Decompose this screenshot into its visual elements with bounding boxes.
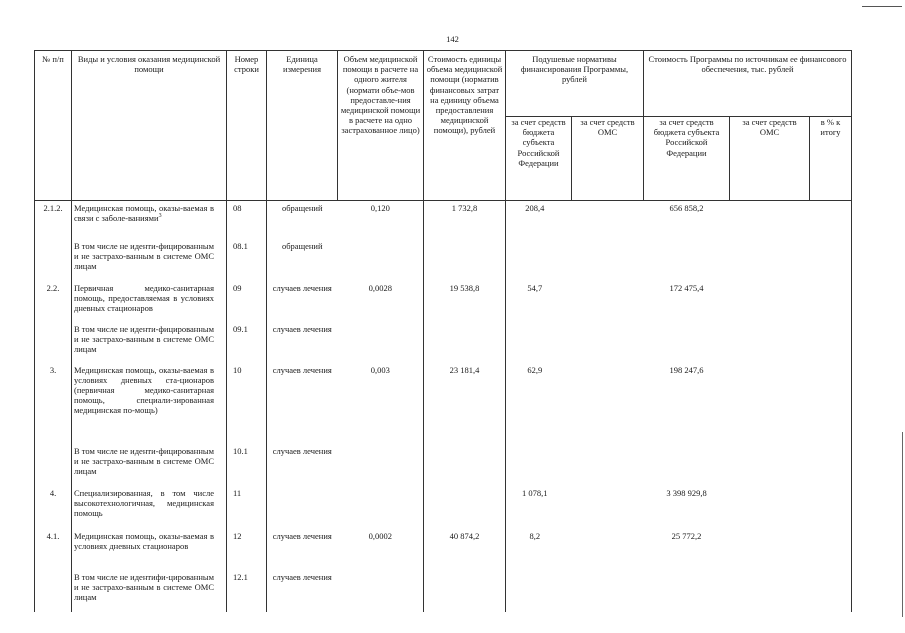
row-unit: обращений — [267, 201, 338, 241]
row-line: 09 — [227, 283, 267, 324]
row-cost: 23 181,4 — [424, 365, 506, 446]
program-cost-table — [34, 50, 852, 612]
row-pc-budget — [506, 324, 572, 365]
row-src-budget — [644, 241, 730, 283]
row-volume: 0,0002 — [368, 530, 392, 541]
subheader-pc-oms: за счет средств ОМС — [572, 117, 644, 201]
table-row — [35, 365, 852, 446]
subheader-src-pct: в % к итогу — [810, 117, 852, 201]
row-volume — [338, 324, 424, 365]
page-edge-line — [902, 432, 903, 617]
row-unit: случаев лечения — [267, 446, 338, 488]
row-src-oms — [730, 241, 810, 283]
header-unit: Единица измерения — [267, 51, 338, 201]
row-num — [35, 241, 72, 283]
row-pc-budget: 208,4 — [506, 201, 572, 241]
row-pc-oms — [572, 324, 644, 365]
row-pc-oms — [572, 201, 644, 241]
row-pc-oms — [572, 572, 644, 612]
row-kind: Медицинская помощь, оказы-ваемая в условиях дневных стационаров — [72, 531, 227, 572]
table-row — [35, 201, 852, 241]
row-num — [35, 446, 72, 488]
row-pc-budget: 62,9 — [506, 365, 572, 446]
row-num — [35, 324, 72, 365]
row-src-pct — [810, 572, 852, 612]
row-pc-oms — [572, 283, 644, 324]
row-pc-budget — [506, 572, 572, 612]
header-sources: Стоимость Программы по источникам ее финансового обеспечения, тыс. рублей — [644, 51, 852, 117]
row-volume — [338, 572, 424, 612]
row-pc-oms — [572, 365, 644, 446]
row-kind: В том числе не идентифи-цированным и не застрахо-ванным в системе ОМС лицам — [72, 572, 227, 612]
row-src-budget: 656 858,2 — [669, 203, 704, 213]
row-kind: В том числе не иденти-фицированным и не застрахо-ванным в системе ОМС лицам — [72, 324, 227, 365]
row-cost — [424, 241, 506, 283]
header-num: № п/п — [35, 51, 72, 201]
row-num: 2.1.2. — [35, 201, 72, 241]
footnote-mark: 3 — [158, 213, 162, 220]
row-src-pct — [810, 365, 852, 446]
row-pc-budget — [506, 241, 572, 283]
row-src-pct — [810, 241, 852, 283]
row-cost: 19 538,8 — [424, 283, 506, 324]
row-kind: Медицинская помощь, оказы-ваемая в связи с заболе-ваниями$^3$ — [72, 201, 227, 241]
row-num: 3. — [35, 365, 72, 446]
row-kind: Первичная медико-санитарная помощь, предоставляемая в условиях дневных стационаров — [72, 283, 227, 324]
table-row — [35, 531, 852, 572]
row-volume: 0,120 — [370, 203, 390, 213]
row-src-oms — [730, 446, 810, 488]
row-line: 08 — [227, 201, 267, 241]
header-volume: Объем медицинской помощи в расчете на одного жителя (нормати объе-мов предоставле-ния медицинской помощи в расчете на одно застрахованное лицо) — [338, 51, 424, 201]
row-src-oms — [730, 324, 810, 365]
row-volume: 0,0028 — [368, 282, 392, 293]
row-unit: случаев лечения — [267, 324, 338, 365]
row-line: 12.1 — [227, 572, 267, 612]
page-number: 142 — [446, 34, 459, 44]
row-line: 09.1 — [227, 324, 267, 365]
row-src-oms — [730, 365, 810, 446]
row-line: 10.1 — [227, 446, 267, 488]
table-row — [35, 572, 852, 612]
row-unit: случаев лечения — [267, 283, 338, 324]
subheader-src-budget: за счет средств бюджета субъекта Российской Федерации — [644, 117, 730, 201]
header-cost: Стоимость единицы объема медицинской помощи (норматив финансовых затрат на единицу объема предоставления медицинской помощи), рублей — [424, 51, 506, 201]
table-row — [35, 241, 852, 283]
row-pc-budget: 54,7 — [506, 283, 572, 324]
row-kind: Специализированная, в том числе высокотехнологичная, медицинская помощь — [72, 488, 227, 531]
table-row — [35, 488, 852, 531]
row-cost: 1 732,8 — [424, 201, 506, 241]
row-line: 11 — [227, 488, 267, 531]
row-src-budget — [644, 572, 730, 612]
row-src-oms — [730, 531, 810, 572]
row-pc-oms — [572, 488, 644, 531]
row-unit — [267, 488, 338, 531]
row-src-pct — [810, 201, 852, 241]
row-pc-oms — [572, 446, 644, 488]
row-kind: В том числе не иденти-фицированным и не застрахо-ванным в системе ОМС лицам — [72, 241, 227, 283]
row-volume — [338, 241, 424, 283]
table-row — [35, 446, 852, 488]
corner-rule — [862, 6, 902, 7]
row-pc-oms — [572, 531, 644, 572]
row-num — [35, 572, 72, 612]
table-row — [35, 324, 852, 365]
row-num: 2.2. — [35, 283, 72, 324]
row-volume: 0,003 — [370, 364, 390, 375]
row-kind: Медицинская помощь, оказы-ваемая в условиях дневных ста-ционаров (первичная медико-санитарная помощь, специали-зированная медицинская по-мощь) — [72, 365, 227, 446]
row-pc-budget: 1 078,1 — [506, 488, 572, 531]
subheader-src-oms: за счет средств ОМС — [730, 117, 810, 201]
row-src-pct — [810, 531, 852, 572]
row-unit: случаев лечения — [267, 572, 338, 612]
subheader-pc-budget: за счет средств бюджета субъекта Российской Федерации — [506, 117, 572, 201]
row-kind: В том числе не иденти-фицированным и не застрахо-ванным в системе ОМС лицам — [72, 446, 227, 488]
row-src-oms — [730, 201, 810, 241]
header-line: Номер строки — [227, 51, 267, 201]
row-src-oms — [730, 572, 810, 612]
row-src-pct — [810, 283, 852, 324]
header-per-capita: Подушевые нормативы финансирования Программы, рублей — [506, 51, 644, 117]
row-src-budget — [644, 324, 730, 365]
row-unit: случаев лечения — [267, 365, 338, 446]
row-cost — [424, 324, 506, 365]
row-num: 4.1. — [35, 531, 72, 572]
row-cost — [424, 572, 506, 612]
row-cost — [424, 446, 506, 488]
row-src-pct — [810, 324, 852, 365]
row-src-pct — [810, 446, 852, 488]
row-src-pct — [810, 488, 852, 531]
row-cost: 40 874,2 — [424, 531, 506, 572]
row-line: 10 — [227, 365, 267, 446]
row-src-budget: 172 475,4 — [669, 282, 704, 293]
row-src-budget: 3 398 929,8 — [666, 487, 707, 498]
row-src-oms — [730, 488, 810, 531]
row-volume — [338, 446, 424, 488]
table-row — [35, 283, 852, 324]
row-src-budget: 25 772,2 — [671, 530, 702, 541]
row-pc-oms — [572, 241, 644, 283]
row-src-budget: 198 247,6 — [669, 364, 704, 375]
row-volume — [338, 488, 424, 531]
row-src-budget — [644, 446, 730, 488]
header-kind: Виды и условия оказания медицинской помощи — [72, 51, 227, 201]
row-line: 12 — [227, 531, 267, 572]
row-unit: случаев лечения — [267, 531, 338, 572]
row-num: 4. — [35, 488, 72, 531]
row-pc-budget: 8,2 — [506, 531, 572, 572]
row-unit: обращений — [267, 241, 338, 283]
row-pc-budget — [506, 446, 572, 488]
row-src-oms — [730, 283, 810, 324]
row-line: 08.1 — [227, 241, 267, 283]
row-cost — [424, 488, 506, 531]
